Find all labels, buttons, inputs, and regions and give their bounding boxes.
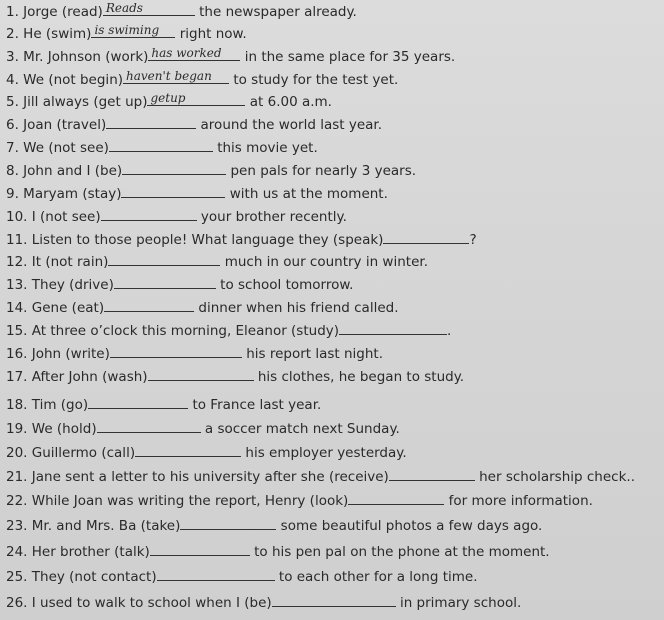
question-row [6, 417, 400, 439]
question-row [6, 540, 550, 562]
question-text: 6. Joan (travel) [6, 117, 107, 133]
question-row [6, 441, 407, 463]
question-continuation: around the world last year. [200, 117, 383, 133]
question-continuation: with us at the moment. [229, 186, 388, 202]
answer-blank[interactable] [150, 540, 250, 556]
question-text: 22. While Joan was writing the report, Henry (look) [6, 493, 349, 509]
question-row [6, 228, 477, 250]
question-text: 10. I (not see) [6, 209, 101, 225]
question-row [6, 365, 464, 387]
question-text: 8. John and I (be) [6, 163, 123, 179]
question-row [6, 296, 399, 318]
question-continuation: a soccer match next Sunday. [204, 421, 400, 437]
question-text: 15. At three o’clock this morning, Eleanor (study) [6, 323, 340, 339]
answer-blank[interactable] [110, 342, 242, 358]
question-continuation: in the same place for 35 years. [244, 49, 456, 65]
question-continuation: your brother recently. [200, 209, 347, 225]
answer-blank[interactable] [339, 319, 447, 335]
question-continuation: to France last year. [192, 397, 322, 413]
answer-blank[interactable] [123, 68, 229, 84]
answer-blank[interactable] [135, 441, 241, 457]
question-row [6, 565, 478, 587]
question-text: 19. We (hold) [6, 421, 97, 437]
question-row [6, 393, 321, 415]
handwritten-answer: getup [150, 91, 186, 105]
question-text: 2. He (swim) [6, 26, 92, 42]
question-continuation: pen pals for nearly 3 years. [230, 163, 417, 179]
question-continuation: his clothes, he began to study. [257, 369, 465, 385]
question-continuation: this movie yet. [217, 140, 318, 156]
question-row [6, 45, 455, 67]
question-row [6, 0, 357, 22]
handwritten-answer: has worked [151, 46, 222, 60]
question-continuation: some beautiful photos a few days ago. [280, 518, 543, 534]
question-text: 7. We (not see) [6, 140, 109, 156]
question-continuation: right now. [179, 26, 247, 42]
question-text: 13. They (drive) [6, 277, 114, 293]
answer-blank[interactable] [148, 45, 240, 61]
question-row [6, 273, 353, 295]
question-row [6, 68, 398, 90]
answer-blank[interactable] [122, 159, 226, 175]
question-continuation: to each other for a long time. [278, 569, 478, 585]
answer-blank[interactable] [272, 591, 396, 607]
question-row [6, 136, 318, 158]
question-continuation: ? [469, 232, 477, 248]
question-row [6, 205, 347, 227]
question-continuation: . [447, 323, 452, 339]
answer-blank[interactable] [106, 113, 196, 129]
question-continuation: the newspaper already. [199, 4, 357, 20]
question-text: 18. Tim (go) [6, 397, 89, 413]
question-row [6, 159, 416, 181]
question-continuation: to his pen pal on the phone at the moment. [254, 544, 550, 560]
question-text: 11. Listen to those people! What language they (speak) [6, 232, 384, 248]
question-continuation: dinner when his friend called. [198, 300, 399, 316]
question-row [6, 182, 388, 204]
handwritten-answer: Reads [105, 1, 143, 15]
question-continuation: his employer yesterday. [245, 445, 407, 461]
question-row [6, 489, 593, 511]
question-row [6, 319, 451, 341]
answer-blank[interactable] [103, 0, 195, 16]
question-text: 3. Mr. Johnson (work) [6, 49, 149, 65]
answer-blank[interactable] [147, 90, 245, 106]
question-row [6, 22, 247, 44]
answer-blank[interactable] [180, 514, 276, 530]
answer-blank[interactable] [121, 182, 225, 198]
question-continuation: his report last night. [246, 346, 384, 362]
question-continuation: much in our country in winter. [224, 254, 428, 270]
question-text: 25. They (not contact) [6, 569, 157, 585]
question-row [6, 465, 635, 487]
question-continuation: her scholarship check.. [479, 469, 635, 485]
question-text: 5. Jill always (get up) [6, 94, 148, 110]
answer-blank[interactable] [108, 250, 220, 266]
question-row [6, 514, 542, 536]
question-text: 17. After John (wash) [6, 369, 148, 385]
question-row [6, 342, 383, 364]
answer-blank[interactable] [88, 393, 188, 409]
handwritten-answer: haven't began [126, 69, 212, 83]
question-continuation: at 6.00 a.m. [249, 94, 332, 110]
answer-blank[interactable] [114, 273, 216, 289]
question-text: 23. Mr. and Mrs. Ba (take) [6, 518, 181, 534]
answer-blank[interactable] [101, 205, 197, 221]
question-row [6, 113, 382, 135]
question-row [6, 250, 428, 272]
question-text: 20. Guillermo (call) [6, 445, 136, 461]
question-text: 24. Her brother (talk) [6, 544, 150, 560]
answer-blank[interactable] [104, 296, 194, 312]
question-continuation: to study for the test yet. [233, 72, 399, 88]
answer-blank[interactable] [389, 465, 475, 481]
question-text: 26. I used to walk to school when I (be) [6, 595, 272, 611]
question-text: 12. It (not rain) [6, 254, 109, 270]
answer-blank[interactable] [91, 22, 175, 38]
answer-blank[interactable] [157, 565, 275, 581]
answer-blank[interactable] [348, 489, 444, 505]
handwritten-answer: is swiming [94, 23, 160, 37]
answer-blank[interactable] [109, 136, 213, 152]
question-text: 4. We (not begin) [6, 72, 124, 88]
question-continuation: in primary school. [399, 595, 522, 611]
answer-blank[interactable] [383, 228, 469, 244]
question-text: 1. Jorge (read) [6, 4, 103, 20]
question-text: 9. Maryam (stay) [6, 186, 122, 202]
question-continuation: to school tomorrow. [220, 277, 354, 293]
question-text: 16. John (write) [6, 346, 110, 362]
question-text: 14. Gene (eat) [6, 300, 105, 316]
question-row [6, 591, 521, 613]
question-row [6, 90, 332, 112]
question-text: 21. Jane sent a letter to his university after she (receive) [6, 469, 389, 485]
answer-blank[interactable] [148, 365, 254, 381]
question-continuation: for more information. [448, 493, 593, 509]
answer-blank[interactable] [97, 417, 201, 433]
